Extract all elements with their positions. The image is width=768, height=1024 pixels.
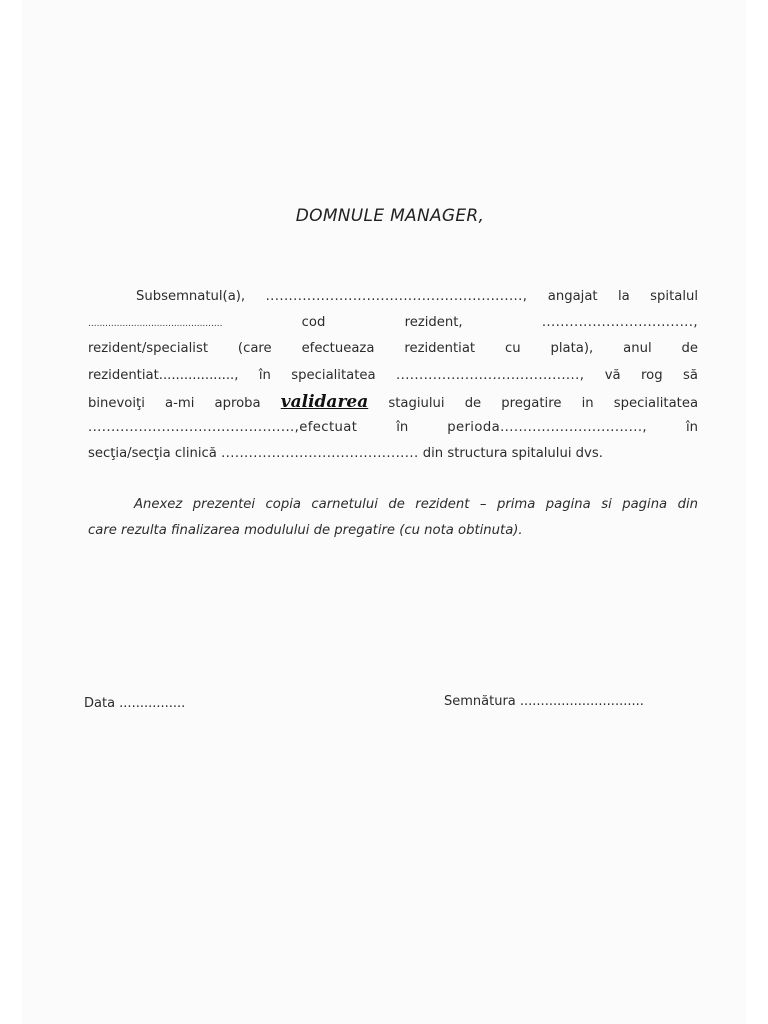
period-blank: perioda..............................., (447, 419, 648, 435)
date-field: Data ................ (84, 696, 186, 711)
specialty-blank: ........................................, (396, 367, 585, 383)
text-word: stagiului (388, 395, 445, 411)
text-subsemnatul: Subsemnatul(a), (136, 289, 246, 304)
text-rezident: rezident, (404, 315, 463, 331)
text-word: binevoiţi (88, 395, 145, 411)
text-word: vă rog să (604, 367, 698, 383)
text-word: secţia/secţia clinică (88, 446, 217, 462)
text-angajat: angajat la spitalul (547, 289, 699, 304)
text-word: plata), (550, 341, 594, 357)
hospital-blank: ............................................... (88, 319, 223, 330)
paragraph-line-7 (88, 441, 698, 467)
text-word: specialitatea (291, 367, 376, 383)
section-blank: ........................................... (221, 446, 419, 462)
specialty-2-blank: .............................................,efectuat (88, 419, 358, 435)
resident-code-blank: ................................., (541, 315, 698, 331)
annex-paragraph (88, 492, 698, 544)
paragraph-line-5 (88, 389, 698, 415)
text-cod: cod (301, 315, 326, 331)
text-word: in (581, 395, 594, 411)
residency-year-blank: rezidentiat.................., (88, 367, 239, 383)
paragraph-line-4 (88, 363, 698, 389)
text-word: din structura spitalului dvs. (422, 446, 603, 462)
annex-line-1: Anexez prezentei copia carnetului de rezident – prima pagina si pagina din (134, 497, 698, 512)
text-word: aproba (214, 395, 261, 411)
paragraph-line-1 (88, 284, 698, 310)
text-word: a-mi (165, 395, 195, 411)
text-word: efectueaza (301, 341, 375, 357)
text-word: (care (237, 341, 272, 357)
request-paragraph (88, 284, 698, 467)
paragraph-line-6 (88, 415, 698, 441)
annex-line-2: care rezulta finalizarea modulului de pregatire (cu nota obtinuta). (88, 523, 523, 539)
emphasized-validarea: validarea (280, 391, 369, 412)
text-word: rezidentiat (404, 341, 476, 357)
text-word: în (258, 367, 271, 383)
text-word: pregatire (501, 395, 562, 411)
paragraph-line-2 (88, 310, 698, 336)
paragraph-line-3 (88, 336, 698, 362)
text-word: specialitatea (613, 395, 699, 411)
text-word: de (464, 395, 482, 411)
text-word: de (681, 341, 698, 357)
signature-field: Semnătura .............................. (444, 694, 644, 709)
document-title: DOMNULE MANAGER, (295, 206, 485, 226)
name-blank: ........................................................, (265, 289, 528, 304)
text-word: în (685, 419, 698, 435)
text-word: în (396, 419, 409, 435)
text-word: anul (623, 341, 652, 357)
text-word: cu (505, 341, 521, 357)
text-word: rezident/specialist (88, 341, 209, 357)
